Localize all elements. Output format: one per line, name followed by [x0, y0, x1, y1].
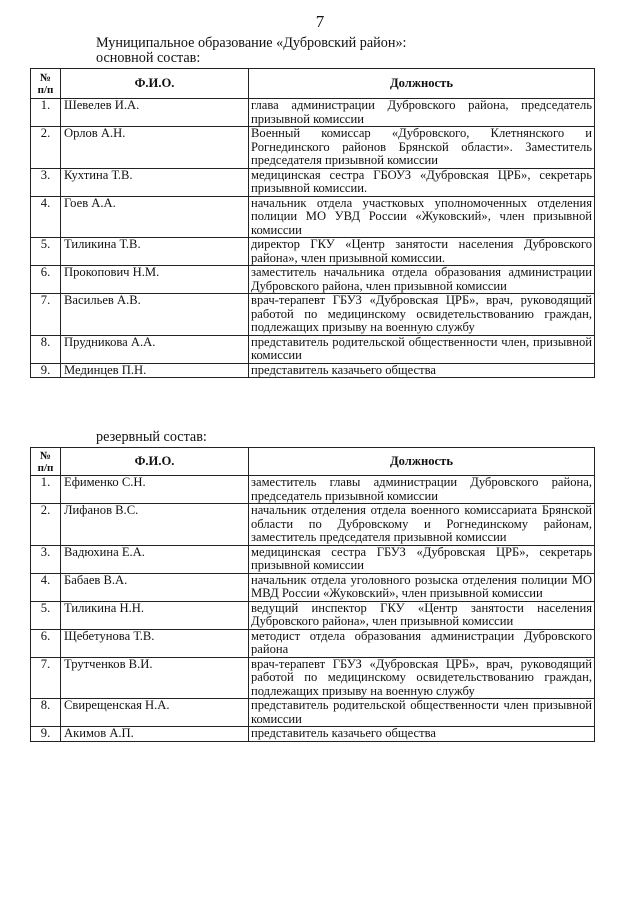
member-position: представитель казачьего общества: [249, 727, 595, 742]
main-composition-table: [30, 68, 595, 378]
member-position: представитель родительской общественности член призывной комиссии: [249, 699, 595, 727]
row-number: 8.: [31, 335, 61, 363]
row-number: 2.: [31, 127, 61, 169]
reserve-composition-title: резервный состав:: [96, 429, 207, 445]
intro-block: [96, 36, 406, 66]
table-row: [31, 127, 595, 169]
table-row: [31, 573, 595, 601]
member-position: представитель родительской общественности член, призывной комиссии: [249, 335, 595, 363]
reserve-composition-table: [30, 447, 595, 742]
table-row: [31, 266, 595, 294]
header-number: № п/п: [31, 69, 61, 99]
member-position: заместитель главы администрации Дубровского района, председатель призывной комиссии: [249, 476, 595, 504]
table-row: [31, 727, 595, 742]
member-position: врач-терапевт ГБУЗ «Дубровская ЦРБ», врач, руководящий работой по медицинскому освидетельствованию граждан, подлежащих призыву на военную службу: [249, 294, 595, 336]
member-name: Щебетунова Т.В.: [61, 629, 249, 657]
member-name: Вадюхина Е.А.: [61, 545, 249, 573]
row-number: 3.: [31, 545, 61, 573]
member-name: Акимов А.П.: [61, 727, 249, 742]
table-row: [31, 601, 595, 629]
member-position: медицинская сестра ГБУЗ «Дубровская ЦРБ», секретарь призывной комиссии: [249, 545, 595, 573]
row-number: 9.: [31, 727, 61, 742]
member-name: Васильев А.В.: [61, 294, 249, 336]
member-name: Бабаев В.А.: [61, 573, 249, 601]
member-name: Гоев А.А.: [61, 196, 249, 238]
table-row: [31, 699, 595, 727]
page-number: 7: [315, 12, 325, 31]
table-row: [31, 168, 595, 196]
header-name: Ф.И.О.: [61, 69, 249, 99]
row-number: 7.: [31, 657, 61, 699]
member-position: представитель казачьего общества: [249, 363, 595, 378]
table-row: [31, 99, 595, 127]
member-name: Прокопович Н.М.: [61, 266, 249, 294]
table-row: [31, 363, 595, 378]
row-number: 7.: [31, 294, 61, 336]
table-row: [31, 504, 595, 546]
row-number: 4.: [31, 196, 61, 238]
member-name: Лифанов В.С.: [61, 504, 249, 546]
row-number: 1.: [31, 99, 61, 127]
table-row: [31, 545, 595, 573]
member-position: заместитель начальника отдела образования администрации Дубровского района, член призывной комиссии: [249, 266, 595, 294]
member-name: Кухтина Т.В.: [61, 168, 249, 196]
row-number: 9.: [31, 363, 61, 378]
table-row: [31, 196, 595, 238]
member-position: Военный комиссар «Дубровского, Клетнянского и Рогнединского районов Брянской области». Заместитель председателя призывной комиссии: [249, 127, 595, 169]
member-position: глава администрации Дубровского района, председатель призывной комиссии: [249, 99, 595, 127]
table-row: [31, 657, 595, 699]
table-row: [31, 476, 595, 504]
member-position: медицинская сестра ГБОУЗ «Дубровская ЦРБ», секретарь призывной комиссии.: [249, 168, 595, 196]
row-number: 5.: [31, 238, 61, 266]
table-row: [31, 238, 595, 266]
member-position: директор ГКУ «Центр занятости населения Дубровского района», член призывной комиссии.: [249, 238, 595, 266]
header-position: Должность: [249, 448, 595, 476]
row-number: 2.: [31, 504, 61, 546]
table-row: [31, 335, 595, 363]
member-name: Свирещенская Н.А.: [61, 699, 249, 727]
row-number: 3.: [31, 168, 61, 196]
member-name: Тиликина Н.Н.: [61, 601, 249, 629]
member-name: Тиликина Т.В.: [61, 238, 249, 266]
header-name: Ф.И.О.: [61, 448, 249, 476]
member-name: Трутченков В.И.: [61, 657, 249, 699]
member-position: врач-терапевт ГБУЗ «Дубровская ЦРБ», врач, руководящий работой по медицинскому освидетельствованию граждан, подлежащих призыву на военную службу: [249, 657, 595, 699]
member-position: ведущий инспектор ГКУ «Центр занятости населения Дубровского района», член призывной комиссии: [249, 601, 595, 629]
table-header-row: [31, 448, 595, 476]
row-number: 5.: [31, 601, 61, 629]
table-header-row: [31, 69, 595, 99]
member-name: Шевелев И.А.: [61, 99, 249, 127]
member-name: Орлов А.Н.: [61, 127, 249, 169]
member-position: методист отдела образования администрации Дубровского района: [249, 629, 595, 657]
member-position: начальник отдела участковых уполномоченных отделения полиции МО УВД России «Жуковский», член призывной комиссии: [249, 196, 595, 238]
header-number: № п/п: [31, 448, 61, 476]
row-number: 8.: [31, 699, 61, 727]
row-number: 1.: [31, 476, 61, 504]
member-name: Ефименко С.Н.: [61, 476, 249, 504]
member-position: начальник отдела уголовного розыска отделения полиции МО МВД России «Жуковский», член призывной комиссии: [249, 573, 595, 601]
municipality-title: Муниципальное образование «Дубровский район»:: [96, 35, 407, 51]
header-position: Должность: [249, 69, 595, 99]
member-name: Прудникова А.А.: [61, 335, 249, 363]
row-number: 4.: [31, 573, 61, 601]
table-row: [31, 629, 595, 657]
row-number: 6.: [31, 266, 61, 294]
table-row: [31, 294, 595, 336]
row-number: 6.: [31, 629, 61, 657]
member-position: начальник отделения отдела военного комиссариата Брянской области по Дубровскому и Рогнединскому районам, заместитель председателя призывной комиссии: [249, 504, 595, 546]
member-name: Мединцев П.Н.: [61, 363, 249, 378]
main-composition-title: основной состав:: [96, 50, 201, 66]
